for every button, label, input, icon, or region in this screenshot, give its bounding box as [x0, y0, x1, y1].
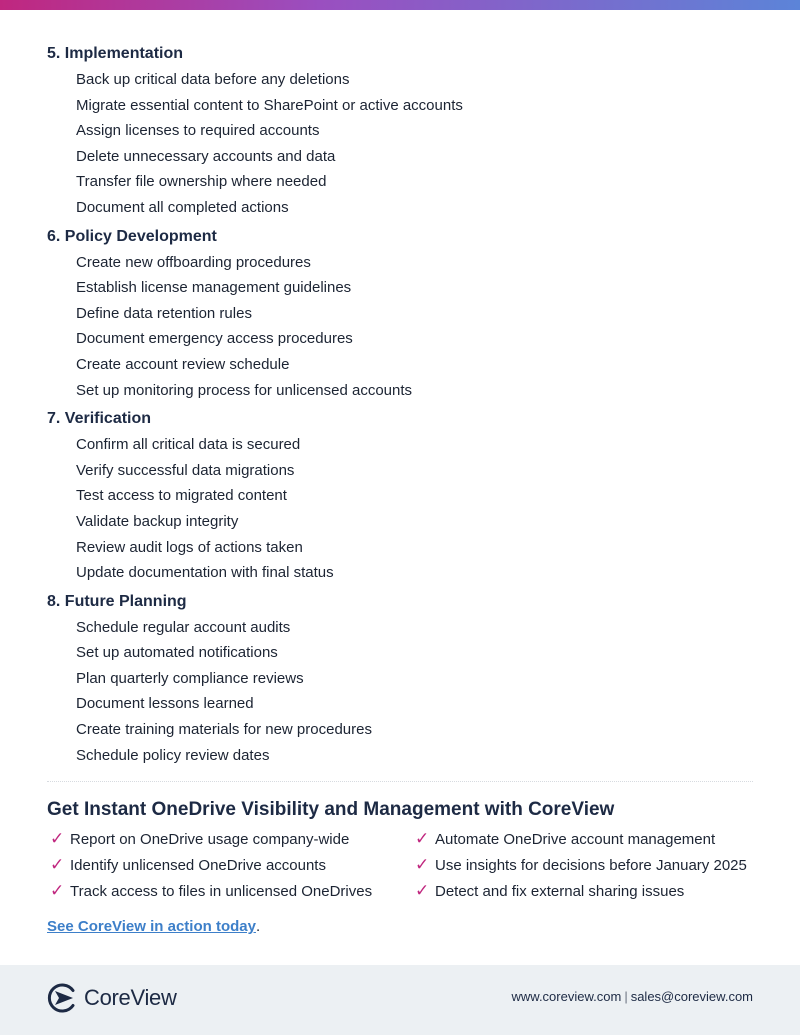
section-title: 8. Future Planning: [47, 592, 187, 610]
section-list: [47, 432, 753, 586]
list-item: Create account review schedule: [76, 355, 290, 373]
section-title: 5. Implementation: [47, 45, 184, 62]
benefit-item: [50, 826, 415, 852]
coreview-logo-icon: [47, 982, 79, 1014]
benefit-item: [415, 852, 770, 878]
section-list: [47, 615, 753, 769]
benefit-item: [50, 878, 415, 904]
list-item: Create new offboarding procedures: [76, 253, 311, 271]
list-item: Define data retention rules: [76, 304, 252, 322]
section-list: [47, 67, 753, 221]
section-verification: [47, 407, 753, 586]
contact-separator: |: [624, 989, 628, 1004]
list-item: Review audit logs of actions taken: [76, 538, 303, 556]
email-link[interactable]: sales@coreview.com: [630, 989, 753, 1004]
benefit-item: [415, 826, 770, 852]
list-item: Plan quarterly compliance reviews: [76, 669, 304, 687]
website-link[interactable]: www.coreview.com: [511, 989, 622, 1004]
benefit-item: [415, 878, 770, 904]
benefit-text: Use insights for decisions before January 2025: [435, 856, 747, 874]
benefit-item: [50, 852, 415, 878]
footer: [0, 965, 800, 1035]
benefit-text: Identify unlicensed OneDrive accounts: [70, 856, 326, 874]
list-item: Verify successful data migrations: [76, 461, 295, 479]
list-item: Back up critical data before any deletions: [76, 71, 350, 88]
section-policy-development: [47, 225, 753, 404]
check-icon: ✓: [50, 829, 65, 848]
check-icon: ✓: [415, 855, 430, 874]
link-suffix: .: [255, 918, 261, 935]
list-item: Set up automated notifications: [76, 644, 278, 662]
benefits-list: [50, 826, 770, 904]
list-item: Document emergency access procedures: [76, 330, 353, 348]
section-title: 7. Verification: [47, 410, 152, 428]
list-item: Validate backup integrity: [76, 512, 239, 530]
logo-text: CoreView: [84, 985, 177, 1010]
list-item: Transfer file ownership where needed: [76, 173, 327, 191]
top-gradient-bar: [0, 0, 800, 10]
list-item: Schedule policy review dates: [76, 746, 270, 764]
benefit-text: Track access to files in unlicensed OneDrives: [70, 882, 373, 900]
checklist-content: [47, 42, 753, 772]
see-coreview-link[interactable]: See CoreView in action today: [47, 918, 256, 935]
cta-heading: Get Instant OneDrive Visibility and Management with CoreView: [47, 799, 615, 820]
list-item: Create training materials for new procedures: [76, 721, 372, 739]
check-icon: ✓: [415, 829, 430, 848]
list-item: Document all completed actions: [76, 198, 289, 216]
list-item: Document lessons learned: [76, 695, 254, 713]
list-item: Update documentation with final status: [76, 564, 334, 582]
coreview-logo[interactable]: [47, 982, 177, 1014]
section-future-planning: [47, 590, 753, 769]
benefit-text: Detect and fix external sharing issues: [435, 882, 685, 900]
list-item: Assign licenses to required accounts: [76, 122, 320, 140]
list-item: Set up monitoring process for unlicensed accounts: [76, 381, 413, 399]
section-implementation: [47, 42, 753, 221]
list-item: Schedule regular account audits: [76, 618, 291, 636]
list-item: Migrate essential content to SharePoint or active accounts: [76, 96, 463, 114]
footer-contact: [512, 989, 754, 1004]
benefit-text: Report on OneDrive usage company-wide: [70, 830, 350, 848]
list-item: Establish license management guidelines: [76, 279, 352, 297]
list-item: Delete unnecessary accounts and data: [76, 147, 336, 165]
list-item: Confirm all critical data is secured: [76, 436, 301, 454]
list-item: Test access to migrated content: [76, 487, 287, 505]
benefit-text: Automate OneDrive account management: [435, 830, 716, 848]
check-icon: ✓: [50, 881, 65, 900]
section-divider: [47, 781, 753, 782]
check-icon: ✓: [415, 881, 430, 900]
section-title: 6. Policy Development: [47, 227, 217, 245]
cta-link-line: [47, 915, 260, 939]
check-icon: ✓: [50, 855, 65, 874]
section-list: [47, 250, 753, 404]
